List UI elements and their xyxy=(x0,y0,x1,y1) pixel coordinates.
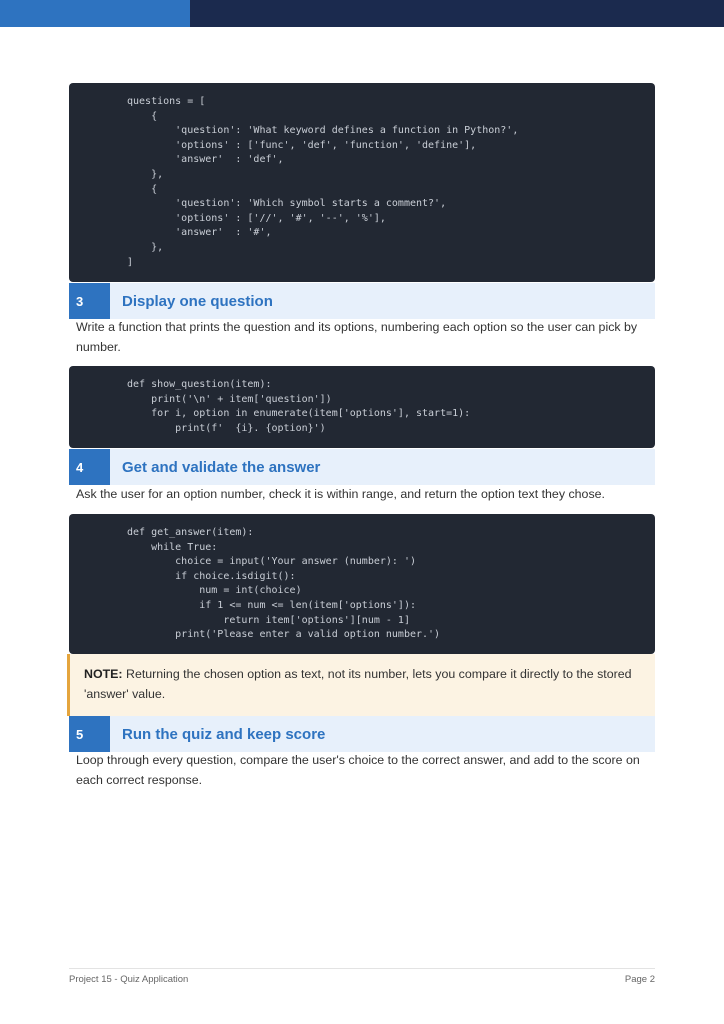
step-header-3 xyxy=(69,283,655,319)
header-bar xyxy=(0,0,724,27)
step-title: Display one question xyxy=(122,292,273,310)
step-description: Ask the user for an option number, check it is within range, and return the option text they chose. xyxy=(76,487,605,501)
step-description: Write a function that prints the question and its options, numbering each option so the user can pick by number. xyxy=(76,320,638,354)
code-block-questions xyxy=(69,83,655,282)
step-description: Loop through every question, compare the user's choice to the correct answer, and add to the score on each correct response. xyxy=(76,753,640,787)
header-accent xyxy=(0,0,190,27)
step-title: Run the quiz and keep score xyxy=(122,725,326,743)
step-header-4 xyxy=(69,449,655,485)
footer-page-number: Page 2 xyxy=(624,974,655,985)
code-block-show-question xyxy=(69,366,655,448)
footer-project-title: Project 15 - Quiz Application xyxy=(69,974,189,985)
code-text: def show_question(item): print('\n' + item['question']) for i, option in enumerate(item['options'], start=1): print(f' {i}. {option}') xyxy=(127,379,471,434)
note-text: Returning the chosen option as text, not its number, lets you compare it directly to the stored 'answer' value. xyxy=(84,667,632,701)
note-callout xyxy=(67,654,655,716)
code-block-get-answer xyxy=(69,514,655,654)
footer-divider xyxy=(69,968,655,969)
step-header-5 xyxy=(69,716,655,752)
code-text: questions = [ { 'question': 'What keyword defines a function in Python?', 'options' : ['func', 'def', 'function', 'define'], 'answer' : 'def', }, { 'question': 'Which symbol starts a comment?', 'options' : ['//', '#', '--', '%'], 'answer' : '#', }, ] xyxy=(127,96,519,268)
step-number: 3 xyxy=(69,283,110,319)
step-number: 5 xyxy=(69,716,110,752)
step-number: 4 xyxy=(69,449,110,485)
code-text: def get_answer(item): while True: choice = input('Your answer (number): ') if choice.isdigit(): num = int(choice) if 1 <= num <= len(item['options']): return item['options'][num - 1] print('Please enter a valid option number.') xyxy=(127,527,441,641)
step-title: Get and validate the answer xyxy=(122,458,321,476)
note-label: NOTE: xyxy=(84,667,123,681)
